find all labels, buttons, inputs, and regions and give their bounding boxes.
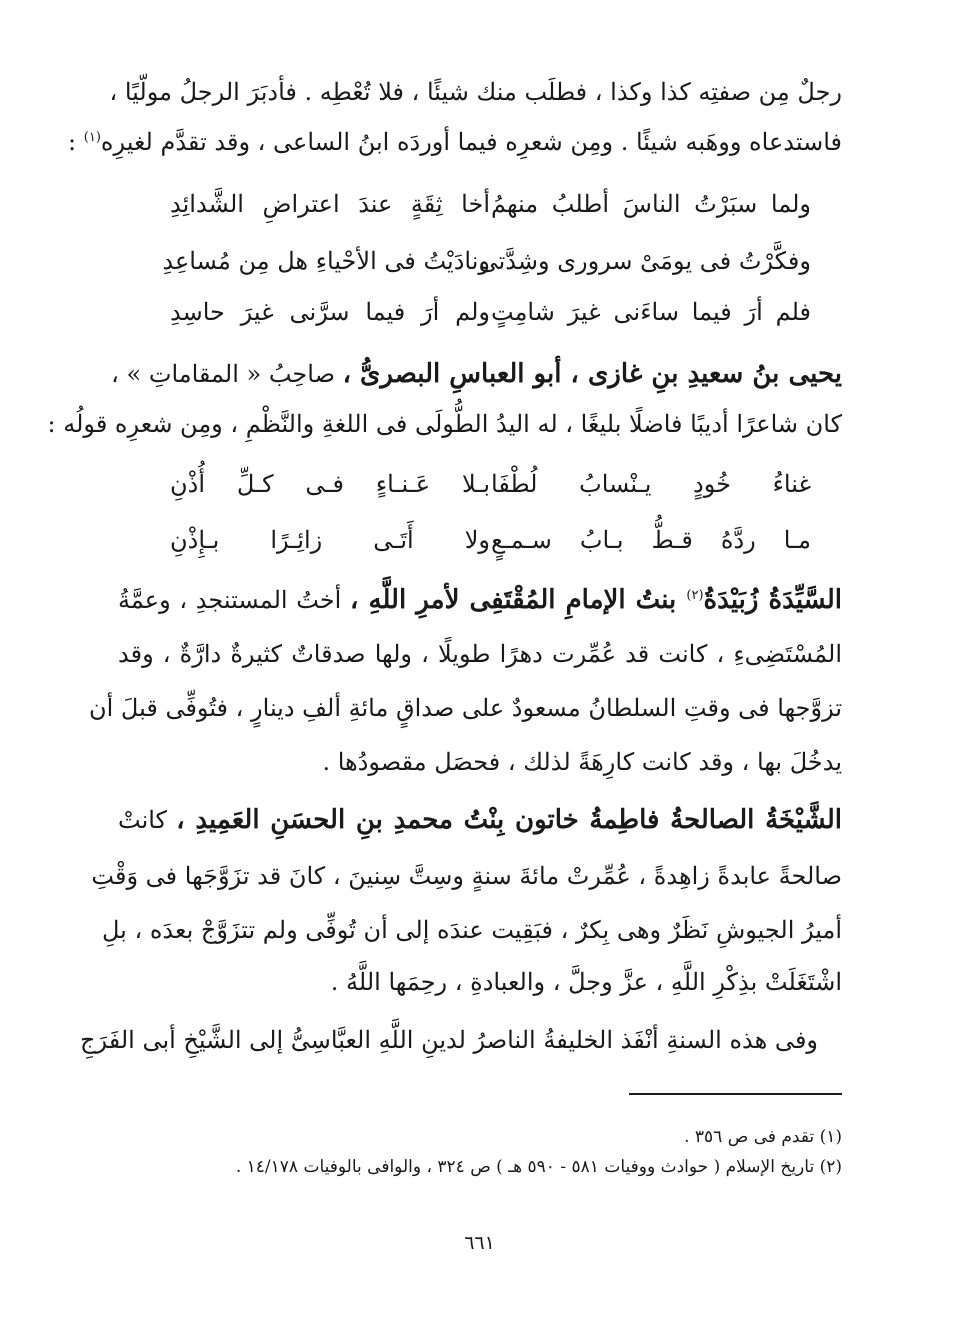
text-line [118, 742, 842, 782]
footnote-ref[interactable]: (١) [83, 130, 101, 145]
footnote: (١) تقدم فى ص ٣٥٦ . [684, 1127, 842, 1147]
text-line [118, 580, 842, 620]
verse-hemistich: وفكَّرْتُ فى يومَىْ سرورى وشِدَّتى [478, 247, 811, 275]
text-span: يدخُلَ بها ، وقد كانت كارِهَةً لذلك ، فحصَل مقصودُها . [322, 748, 842, 776]
verse-hemistich: أخا ثِقَةٍ عندَ اعتراضِ الشَّدائِدِ [170, 190, 490, 218]
verse-hemistich: ونادَيْتُ فى الأحْياءِ هل مِن مُساعِدِ [162, 247, 490, 275]
text-line [47, 404, 842, 444]
verse-hemistich: بـلا عَـنـاءٍ فـى كـلِّ أُذْنِ [170, 470, 490, 498]
entry-heading: يحيى بنُ سعيدِ بنِ غازى ، أبو العباسِ البصرىُّ ، [342, 359, 842, 389]
verse-hemistich: مـا ردَّهُ قـطُّ بـابُ سـمـعٍ [491, 526, 811, 554]
verse-hemistich: غناءُ خُودٍ يـنْسابُ لُطْفَا [491, 470, 811, 498]
text-span: المُسْتَضِىءِ ، كانت قد عُمِّرت دهرًا طويلًا ، ولها صدقاتٌ كثيرةٌ دارَّةٌ ، وقد [118, 640, 842, 668]
verse-hemistich: ولم أرَ فيما سرَّنى غيرَ حاسِدِ [170, 298, 490, 326]
text-span: وفى هذه السنةِ أنْفَذ الخليفةُ الناصرُ لدينِ اللَّهِ العبَّاسِىُّ إلى الشَّيْخِ أبى الفَرَجِ [79, 1026, 818, 1054]
text-line [89, 688, 842, 728]
footnote-ref[interactable]: (٢) [686, 588, 704, 603]
entry-heading: بنتُ الإمامِ المُقْتَفِى لأمرِ اللَّهِ ، [350, 585, 687, 615]
text-line [118, 800, 842, 840]
text-line [111, 354, 842, 394]
text-line [118, 962, 842, 1002]
verse-hemistich: فلم أرَ فيما ساءَنى غيرَ شامِتٍ [491, 298, 811, 326]
text-span: أميرُ الجيوشِ نَظَرٌ وهى بِكرٌ ، فبَقِيت عندَه إلى أن تُوفِّى ولم تتزَوَّجْ بعدَه ، بلِ [101, 916, 842, 944]
text-line [91, 856, 842, 896]
text-span: فاستدعاه ووهَبه شيئًا . ومِن شعرِه فيما أوردَه ابنُ الساعى ، وقد تقدَّم لغيرِه [100, 128, 842, 156]
verse-hemistich: ولا أَتَـى زائِـرًا بـإِذْنِ [170, 526, 490, 554]
text-span: كان شاعرًا أديبًا فاضلًا بليغًا ، له اليدُ الطُّولَى فى اللغةِ والنَّظْمِ ، ومِن شعرِه قولُه : [47, 410, 842, 438]
text-span: أختُ المستنجدِ ، وعمَّةُ [118, 586, 351, 614]
text-span: صاحِبُ « المقاماتِ » ، [111, 360, 343, 388]
text-span: اشْتَغَلَتْ بذِكْرِ اللَّهِ ، عزَّ وجلَّ ، والعبادةِ ، رحِمَها اللَّهُ . [330, 968, 842, 996]
verse-hemistich: ولما سبَرْتُ الناسَ أطلبُ منهمُ [491, 190, 811, 218]
page-number: ٦٦١ [464, 1232, 495, 1254]
footnote-divider [629, 1093, 842, 1095]
text-span: كانتْ [118, 806, 177, 834]
text-line [101, 910, 842, 950]
entry-heading: السَّيِّدَةُ زُبَيْدَةُ [703, 585, 843, 615]
text-span: صالحةً عابدةً زاهِدةً ، عُمِّرتْ مائةَ سنةٍ وسِتَّ سِنينَ ، كانَ قد تزَوَّجَها فى وَقْتِ [91, 862, 842, 890]
footnote: (٢) تاريخ الإسلام ( حوادث ووفيات ٥٨١ - ٥٩٠ هـ ) ص ٣٢٤ ، والوافى بالوفيات ١٤/١٧٨ . [235, 1157, 842, 1177]
text-line [109, 72, 842, 112]
text-span: : [68, 128, 84, 156]
text-line [79, 1020, 818, 1060]
text-line [118, 634, 842, 674]
entry-heading: الشَّيْخَةُ الصالحةُ فاطِمةُ خاتون بِنْتُ محمدِ بنِ الحسَنِ العَمِيدِ ، [176, 805, 842, 835]
text-span: رجلٌ مِن صفتِه كذا وكذا ، فطلَب منك شيئًا ، فلا تُعْطِه . فأدبَرَ الرجلُ مولّيًا ، [109, 78, 842, 106]
text-span: تزوَّجها فى وقتِ السلطانُ مسعودٌ على صداقٍ مائةِ ألفِ دينارٍ ، فتُوفِّى قبلَ أن [89, 694, 842, 722]
text-line [68, 122, 842, 162]
